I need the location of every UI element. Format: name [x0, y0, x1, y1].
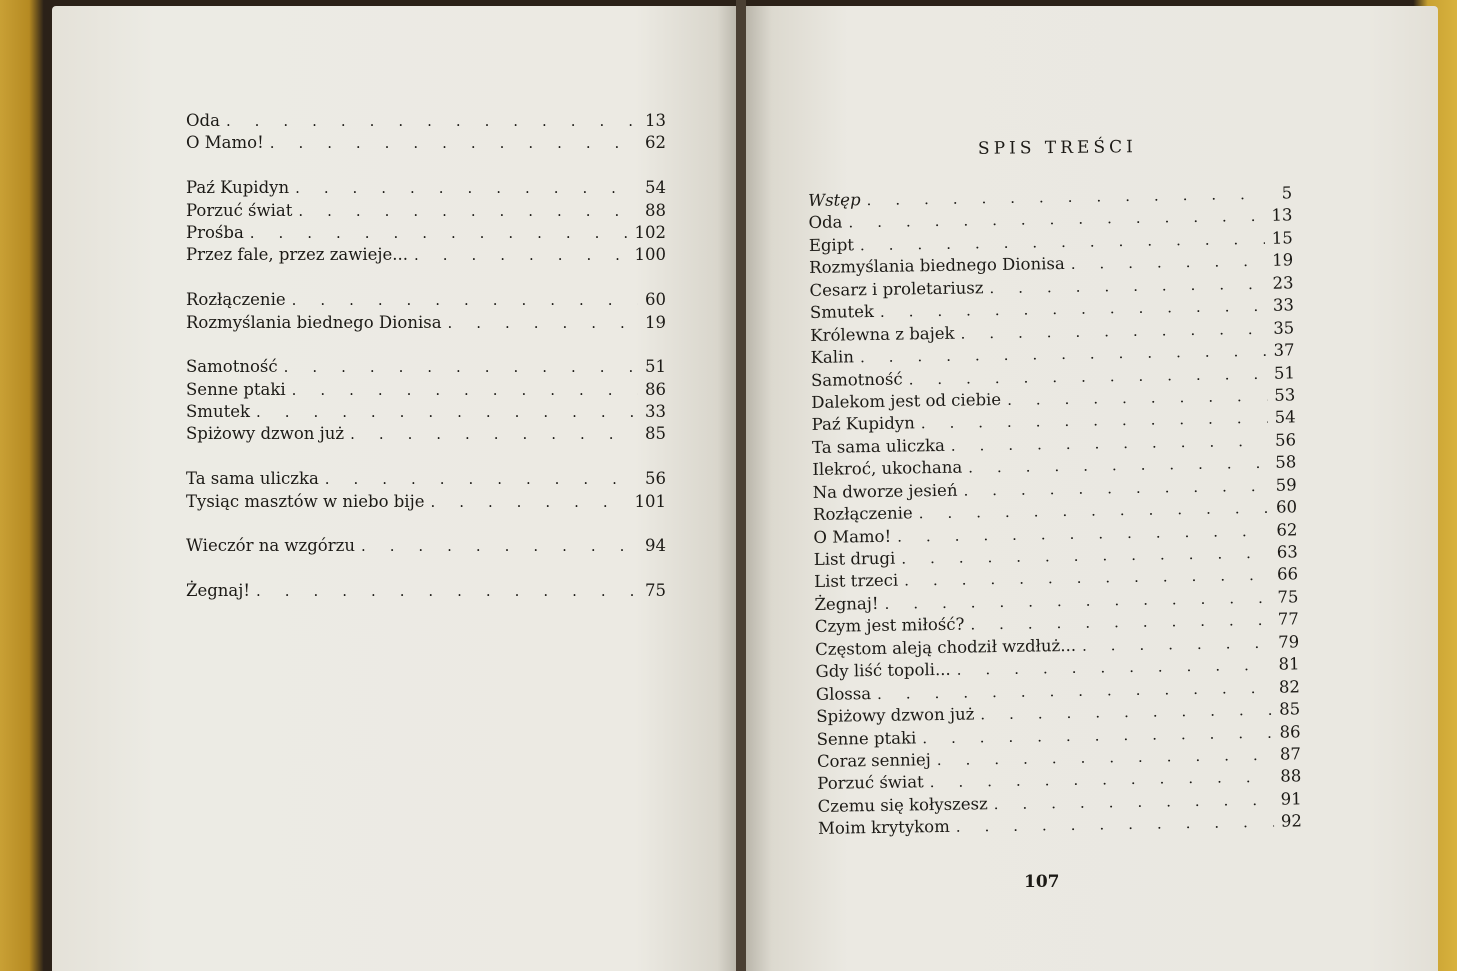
entry-title: Tysiąc masztów w niebo bije	[186, 491, 425, 511]
entry-title: Ta sama uliczka	[186, 469, 319, 489]
entry-page-number: 13	[645, 111, 666, 130]
entry-title: List drugi	[813, 548, 896, 569]
entry-title: Dalekom jest od ciebie	[811, 389, 1002, 412]
entry-title: Samotność	[810, 369, 903, 390]
dot-leader	[256, 401, 638, 423]
dot-leader	[284, 356, 638, 378]
dot-leader	[414, 244, 630, 266]
entry-page-number: 56	[1274, 430, 1297, 450]
entry-page-number: 35	[1273, 318, 1295, 338]
group-spacer	[186, 513, 666, 535]
toc-entry	[186, 491, 666, 513]
entry-title: Wieczór na wzgórzu	[186, 536, 355, 556]
group-spacer	[186, 267, 666, 289]
entry-page-number: 100	[634, 245, 666, 265]
dot-leader	[295, 177, 638, 199]
toc-entry	[186, 379, 666, 401]
entry-title: Gdy liść topoli...	[815, 660, 951, 682]
toc-entry	[186, 535, 666, 557]
entry-page-number: 88	[1280, 766, 1302, 787]
entry-page-number: 37	[1273, 340, 1295, 360]
entry-title: Rozmyślania biednego Dionisa	[809, 254, 1065, 278]
entry-page-number: 60	[1275, 497, 1298, 517]
entry-page-number: 59	[1275, 475, 1297, 495]
entry-page-number: 75	[1277, 587, 1299, 607]
entry-title: Spiżowy dzwon już	[816, 704, 975, 726]
toc-entry	[186, 401, 666, 423]
entry-title: O Mamo!	[813, 526, 892, 547]
entry-title: Przez fale, przez zawieje...	[186, 245, 409, 265]
entry-title: Czemu się kołyszesz	[817, 794, 988, 816]
entry-title: Senne ptaki	[816, 727, 917, 749]
entry-title: Smutek	[186, 402, 250, 422]
dot-leader	[350, 423, 638, 445]
alphabetical-index	[186, 110, 666, 603]
toc-entry	[186, 312, 666, 334]
entry-page-number: 54	[1274, 407, 1296, 428]
entry-title: Na dworze jesień	[812, 480, 958, 502]
entry-page-number: 94	[645, 536, 666, 556]
entry-page-number: 66	[1276, 564, 1299, 585]
entry-title: Żegnaj!	[186, 581, 251, 601]
entry-page-number: 75	[645, 581, 666, 601]
dot-leader	[270, 132, 638, 154]
toc-entry	[186, 244, 666, 266]
entry-title: Rozłączenie	[186, 290, 286, 310]
book-gutter	[736, 0, 746, 971]
entry-page-number: 53	[1274, 385, 1296, 405]
entry-page-number: 102	[634, 222, 666, 242]
dot-leader	[226, 110, 638, 132]
entry-title: Egipt	[808, 235, 855, 255]
group-spacer	[186, 446, 666, 468]
dot-leader	[1071, 250, 1266, 275]
entry-title: Królewna z bajek	[810, 323, 955, 345]
entry-title: Ta sama uliczka	[811, 435, 945, 457]
dot-leader	[292, 379, 638, 401]
entry-title: Smutek	[809, 302, 875, 323]
entry-page-number: 33	[1272, 295, 1295, 315]
entry-page-number: 19	[645, 312, 666, 332]
entry-page-number: 54	[645, 178, 666, 198]
page-number: 107	[1024, 872, 1060, 892]
entry-page-number: 63	[1276, 542, 1298, 562]
toc-entry	[186, 468, 666, 490]
dot-leader	[430, 491, 630, 513]
entry-title: Paź Kupidyn	[811, 413, 915, 435]
entry-title: Oda	[186, 111, 220, 130]
entry-title: Wstęp	[808, 190, 861, 210]
entry-title: Porzuć świat	[817, 772, 924, 794]
entry-title: Paź Kupidyn	[186, 178, 290, 198]
group-spacer	[186, 558, 666, 580]
entry-page-number: 85	[645, 424, 666, 444]
entry-page-number: 23	[1272, 273, 1294, 293]
toc-entry	[186, 177, 666, 199]
toc-entry	[186, 289, 666, 311]
entry-page-number: 51	[1273, 362, 1296, 383]
entry-title: Coraz senniej	[816, 750, 931, 771]
entry-title: List trzeci	[814, 571, 899, 592]
entry-page-number: 60	[645, 290, 666, 310]
entry-title: Spiżowy dzwon już	[186, 424, 345, 444]
entry-title: Rozmyślania biednego Dionisa	[186, 312, 442, 332]
entry-page-number: 15	[1271, 228, 1293, 248]
dot-leader	[250, 222, 631, 244]
toc-entry	[186, 110, 666, 132]
group-spacer	[186, 155, 666, 177]
entry-title: Oda	[808, 212, 843, 233]
entry-title: Prośba	[186, 222, 244, 242]
entry-page-number: 86	[1279, 721, 1301, 742]
entry-title: Rozłączenie	[812, 503, 913, 525]
toc-entry	[186, 132, 666, 154]
dot-leader	[448, 312, 638, 334]
dot-leader	[298, 200, 638, 222]
entry-page-number: 86	[645, 379, 666, 399]
entry-title: O Mamo!	[186, 133, 264, 153]
dot-leader	[1082, 632, 1272, 657]
entry-page-number: 62	[645, 133, 666, 153]
entry-title: Ilekroć, ukochana	[812, 457, 963, 480]
entry-title: Glossa	[815, 683, 872, 704]
toc-entry	[186, 580, 666, 602]
entry-page-number: 51	[645, 357, 666, 377]
entry-page-number: 5	[1281, 183, 1293, 203]
dot-leader	[256, 580, 638, 602]
toc-heading: SPIS TREŚCI	[977, 137, 1137, 159]
entry-page-number: 87	[1279, 744, 1302, 764]
entry-page-number: 77	[1277, 609, 1299, 629]
entry-title: Moim krytykom	[817, 817, 950, 839]
dot-leader	[361, 535, 638, 557]
entry-title: Samotność	[186, 357, 278, 377]
toc-entry	[186, 356, 666, 378]
entry-page-number: 79	[1278, 632, 1300, 652]
entry-page-number: 58	[1275, 452, 1297, 472]
entry-page-number: 88	[645, 200, 666, 220]
entry-title: Kalin	[810, 347, 855, 368]
entry-title: Cesarz i proletariusz	[809, 278, 984, 300]
entry-title: Czym jest miłość?	[814, 614, 965, 637]
entry-page-number: 56	[645, 469, 666, 489]
entry-title: Senne ptaki	[186, 379, 286, 399]
entry-page-number: 101	[634, 491, 666, 511]
toc-entry	[186, 200, 666, 222]
toc-entry	[186, 222, 666, 244]
entry-page-number: 92	[1280, 811, 1303, 831]
entry-page-number: 62	[1276, 519, 1298, 540]
entry-page-number: 13	[1271, 205, 1293, 226]
dot-leader	[325, 468, 638, 490]
entry-title: Porzuć świat	[186, 200, 293, 220]
entry-page-number: 33	[645, 402, 666, 422]
dot-leader	[292, 289, 638, 311]
entry-page-number: 19	[1272, 250, 1294, 271]
toc-entry	[186, 423, 666, 445]
entry-title: Częstom aleją chodził wzdłuż...	[815, 635, 1077, 659]
entry-title: Żegnaj!	[814, 593, 879, 614]
entry-page-number: 85	[1279, 699, 1301, 719]
group-spacer	[186, 334, 666, 356]
entry-page-number: 91	[1280, 789, 1302, 809]
entry-page-number: 82	[1278, 676, 1301, 697]
entry-page-number: 81	[1278, 654, 1300, 674]
table-of-contents	[808, 182, 1302, 840]
